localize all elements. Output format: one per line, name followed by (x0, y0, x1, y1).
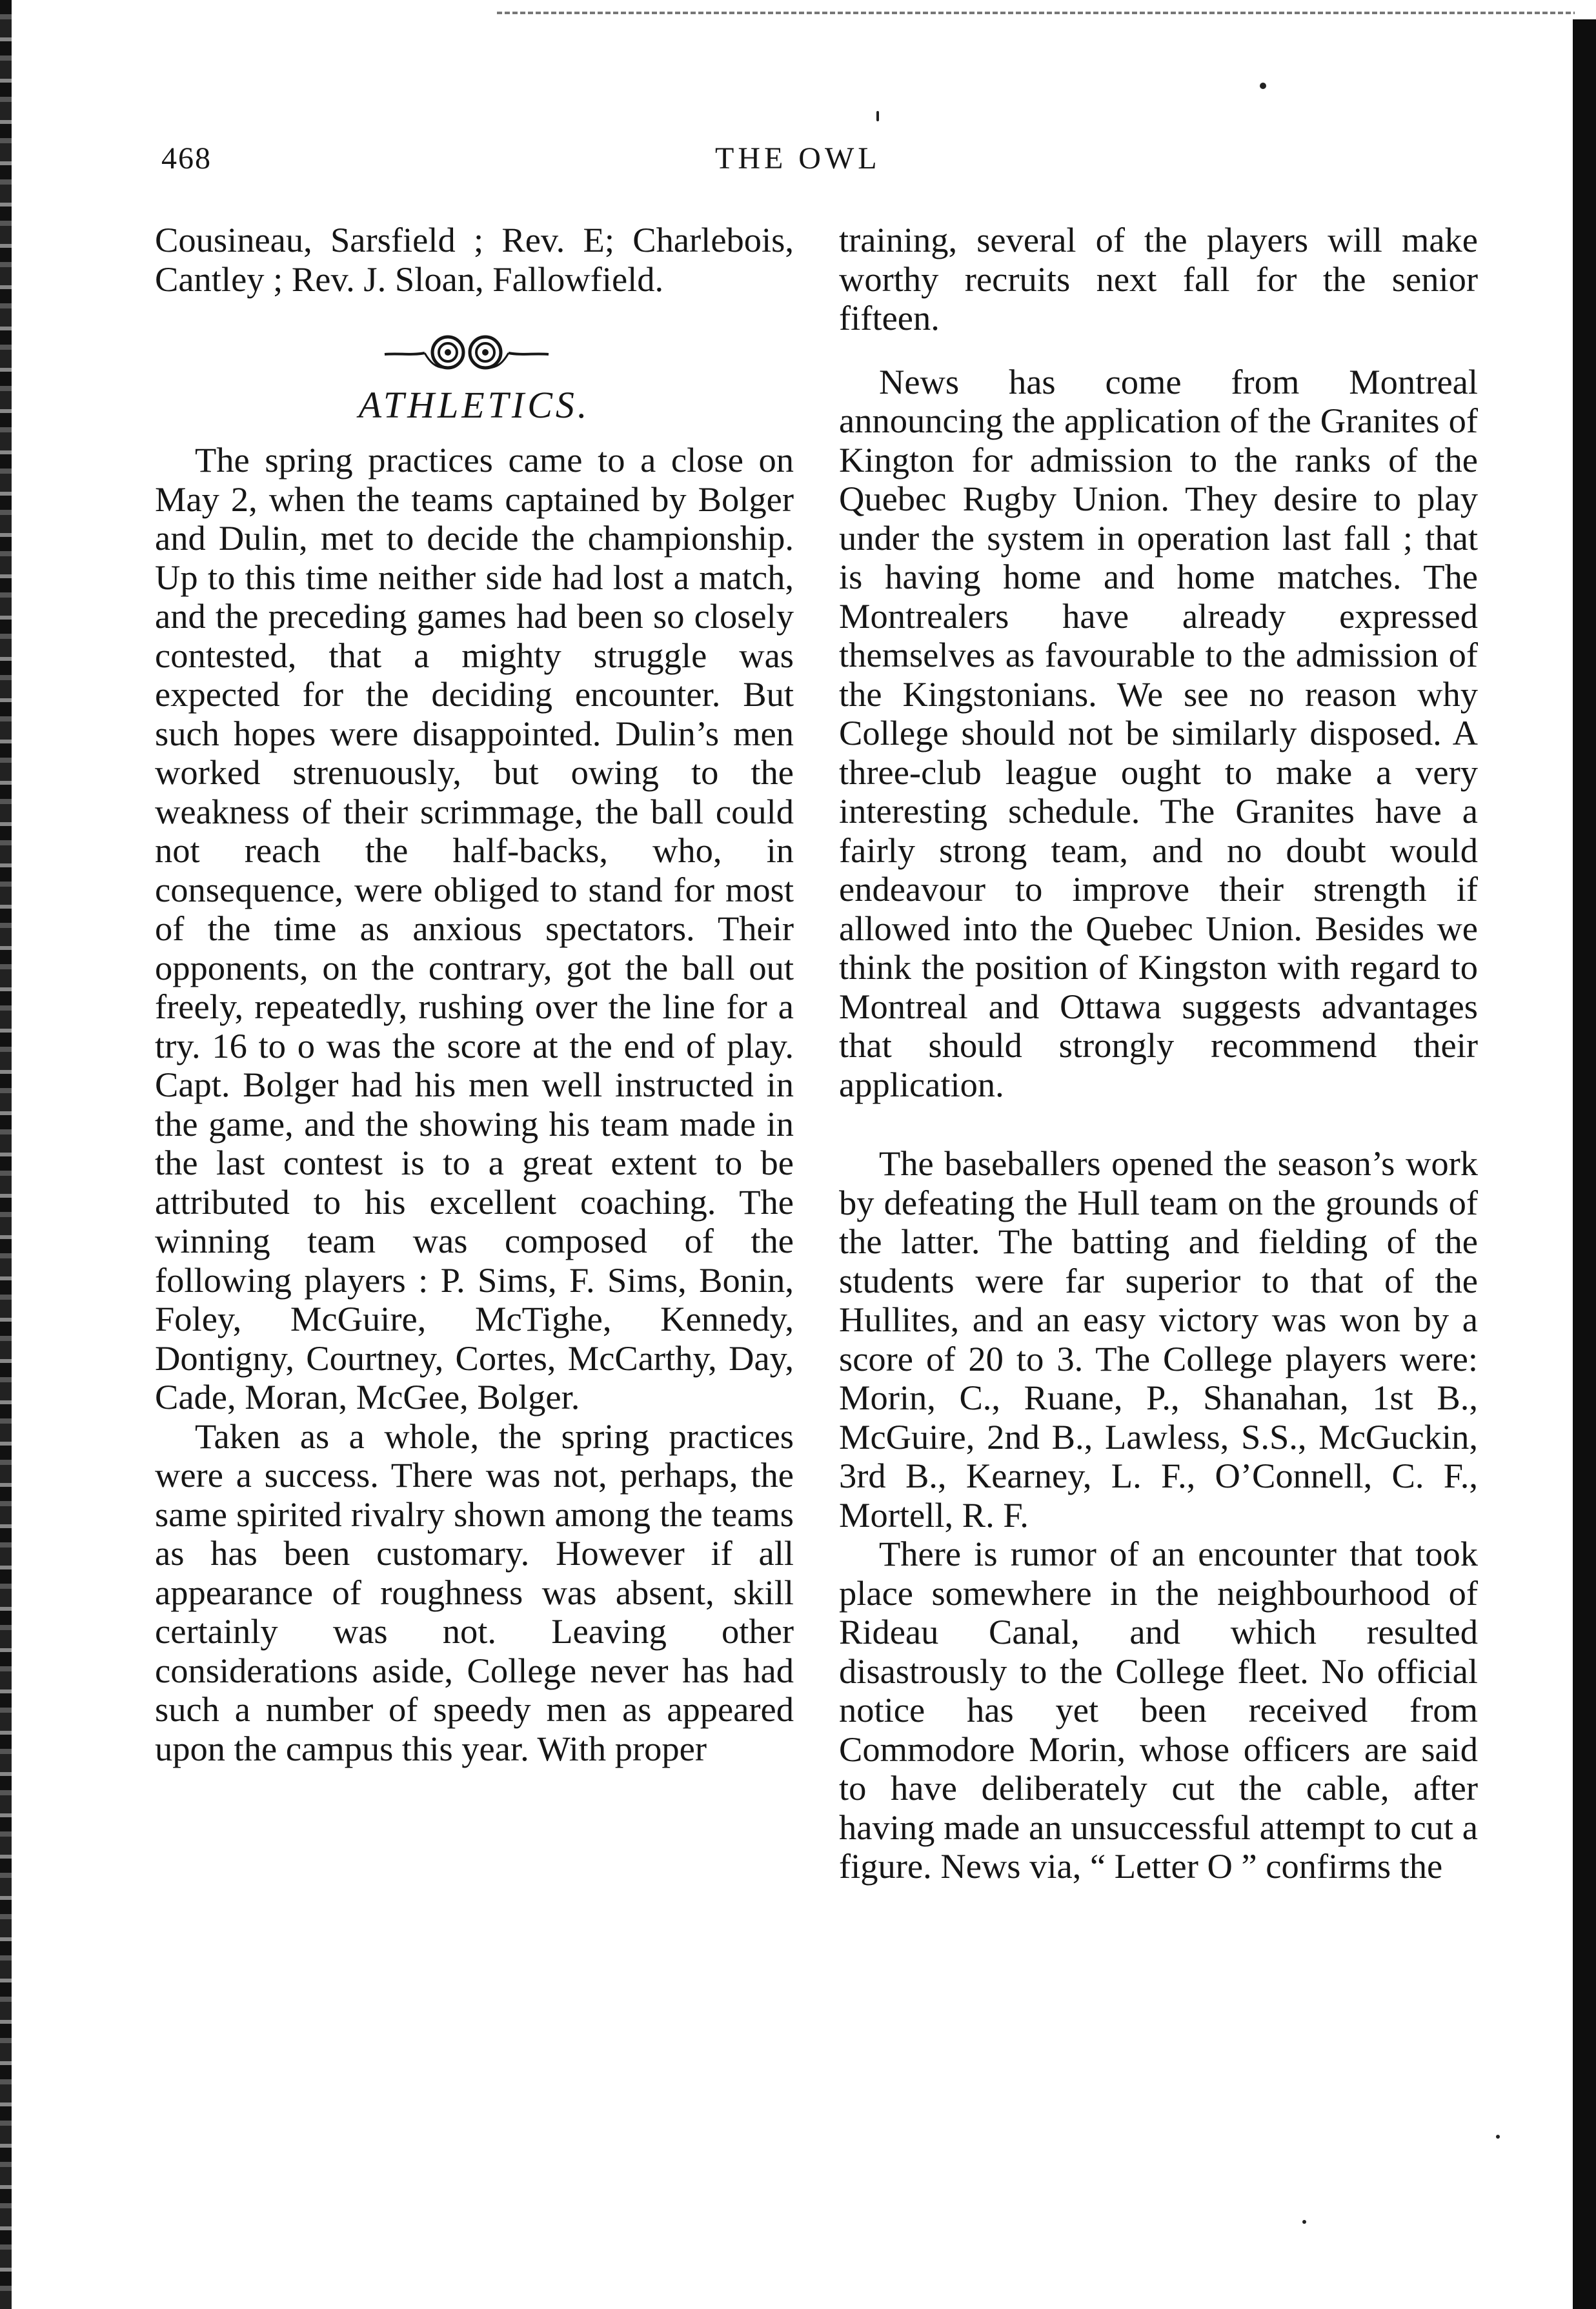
page-title: THE OWL (715, 141, 881, 176)
article-paragraph: The spring practices came to a close on May 2, when the teams captained by Bolger and Dulin, met to decide the championship. Up to this time neither side had lost a match, and the preceding games had been so closely contested, that a mighty struggle was expected for the deciding encounter. But such hopes were disappointed. Dulin’s men worked strenuously, but owing to the weakness of their scrimmage, the ball could not reach the half-backs, who, in consequence, were obliged to stand for most of the time as anxious spectators. Their opponents, on the contrary, got the ball out freely, repeatedly, rushing over the line for a try. 16 to o was the score at the end of play. Capt. Bolger had his men well instructed in the game, and the showing his team made in the last contest is to a great extent to be attributed to his excellent coaching. The winning team was composed of the following players : P. Sims, F. Sims, Bonin, Foley, McGuire, McTighe, Kennedy, Dontigny, Courtney, Cortes, McCarthy, Day, Cade, Moran, McGee, Bolger. (155, 440, 794, 1417)
scan-speck (1496, 2135, 1500, 2139)
scan-speck (876, 111, 879, 121)
article-paragraph: Taken as a whole, the spring practices were a success. There was not, perhaps, the same spirited rivalry shown among the teams as has been customary. However if all appearance of roughness was absent, skill certainly was not. Leaving other considerations aside, College never has had such a number of speedy men as appeared upon the campus this year. With proper (155, 1416, 794, 1768)
scan-left-edge (0, 0, 12, 2309)
scan-speck (1260, 83, 1266, 89)
article-paragraph: The baseballers opened the season’s work by defeating the Hull team on the grounds of the latter. The batting and fielding of the students were far superior to that of the Hullites, and an easy victory was won by a score of 20 to 3. The College players were: Morin, C., Ruane, P., Shanahan, 1st B., McGuire, 2nd B., Lawless, S.S., McGuckin, 3rd B., Kearney, L. F., O’Connell, C. F., Mortell, R. F. (839, 1144, 1478, 1535)
double-scroll-ornament-icon (379, 334, 554, 371)
scan-speck (1302, 2220, 1306, 2224)
article-paragraph: News has come from Montreal announcing the application of the Granites of Kington for admission to the ranks of the Quebec Rugby Union. They desire to play under the system in operation last fall ; that is having home and home matches. The Montrealers have already expressed themselves as favourable to the admission of the Kingstonians. We see no reason why College should not be similarly disposed. A three-club league ought to make a very interesting schedule. The Granites have a fairly strong team, and no doubt would endeavour to improve their strength if allowed into the Quebec Union. Besides we think the position of Kingston with regard to Montreal and Ottawa suggests advantages that should strongly recommend their application. (839, 361, 1478, 1104)
right-column (839, 221, 1478, 1886)
page-number: 468 (161, 141, 212, 176)
intro-paragraph: Cousineau, Sarsfield ; Rev. E; Charlebois, Cantley ; Rev. J. Sloan, Fallowfield. (155, 220, 794, 299)
scan-top-rule (497, 12, 1575, 14)
left-column (155, 221, 794, 1768)
continuation-paragraph: training, several of the players will make worthy recruits next fall for the senior fifteen. (839, 220, 1478, 338)
section-heading: ATHLETICS. (358, 384, 591, 426)
article-paragraph: There is rumor of an encounter that took place somewhere in the neighbourhood of Rideau Canal, and which resulted disastrously to the College fleet. No official notice has yet been received from Commodore Morin, whose officers are said to have deliberately cut the cable, after having made an unsuccessful attempt to cut a figure. News via, “ Letter O ” confirms the (839, 1534, 1478, 1886)
scan-right-edge (1573, 19, 1596, 2309)
